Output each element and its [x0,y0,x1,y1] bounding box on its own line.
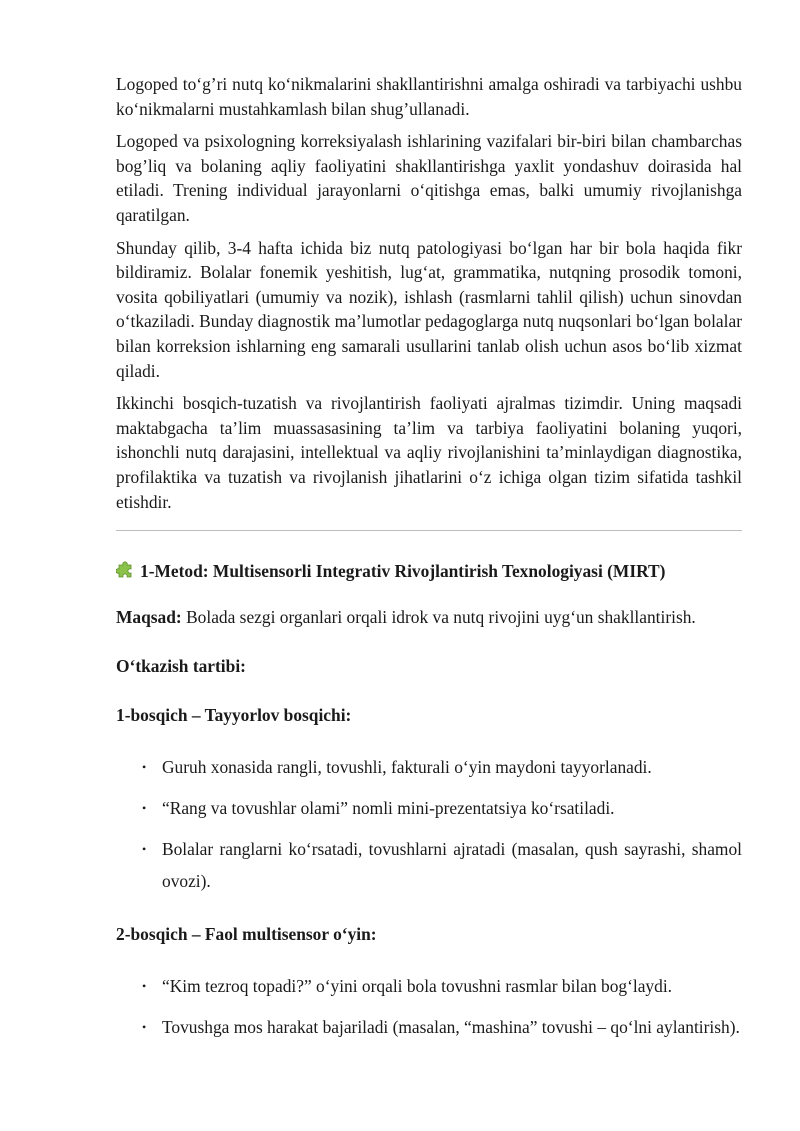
bullet-icon: • [142,842,147,857]
list-item [116,792,742,824]
list-item-text: Tovushga mos harakat bajariladi (masalan, “mashina” tovushi – qo‘lni aylantirish). [162,1017,740,1038]
stage-2-title: 2-bosqich – Faol multisensor o‘yin: [116,924,377,945]
goal-text: Bolada sezgi organlari orqali idrok va nutq rivojini uyg‘un shakllantirish. [181,607,696,628]
goal-label: Maqsad: [116,607,182,628]
stage-2-list [116,970,742,1043]
list-item-text: “Rang va tovushlar olami” nomli mini-prezentatsiya ko‘rsatiladi. [162,798,615,819]
method-heading [116,559,742,583]
list-item-text: Guruh xonasida rangli, tovushli, fakturali o‘yin maydoni tayyorlanadi. [162,757,652,778]
horizontal-divider [116,530,742,531]
bullet-icon: • [142,801,147,816]
bullet-icon: • [142,1020,147,1035]
list-item [116,1011,742,1043]
stage-1-list [116,751,742,897]
procedure-label: O‘tkazish tartibi: [116,656,246,677]
paragraph-3: Shunday qilib, 3-4 hafta ichida biz nutq patologiyasi bo‘lgan har bir bola haqida fikr bildiramiz. Bolalar fonemik yeshitish, lug‘at, grammatika, nutqning prosodik tomoni, vosita qobiliyatlari (umumiy va nozik), ishlash (rasmlarni tahlil qilish) uchun sinovdan o‘tkaziladi. Bunday diagnostik ma’lumotlar pedagoglarga nutq nuqsonlari bo‘lgan bolalar bilan korreksion ishlarning eng samarali usullarini tanlab olish uchun asos bo‘lib xizmat qiladi. [116,237,742,381]
list-item-text: “Kim tezroq topadi?” o‘yini orqali bola tovushni rasmlar bilan bog‘laydi. [162,976,672,997]
list-item [116,751,742,783]
puzzle-piece-icon [116,559,136,579]
paragraph-4: Ikkinchi bosqich-tuzatish va rivojlantirish faoliyati ajralmas tizimdir. Uning maqsadi maktabgacha ta’lim muassasasining ta’lim va tarbiya faoliyatini bolaning yuqori, ishonchli nutq darajasini, intellektual va aqliy rivojlanishini ta’minlaydigan diagnostika, profilaktika va tuzatish va rivojlanish jihatlarini o‘z ichiga olgan tizim sifatida tashkil etishdir. [116,393,742,512]
method-title: 1-Metod: Multisensorli Integrativ Rivojlantirish Texnologiyasi (MIRT) [140,561,666,582]
list-item-text: Bolalar ranglarni ko‘rsatadi, tovushlarni ajratadi (masalan, qush sayrashi, shamol ovozi). [162,839,742,892]
list-item [116,833,742,897]
list-item [116,970,742,1002]
bullet-icon: • [142,979,147,994]
paragraph-2: Logoped va psixologning korreksiyalash ishlarining vazifalari bir-biri bilan chambarchas bog’liq va bolaning aqliy faoliyatini shakllantirishga yaxlit yondashuv doirasida hal etiladi. Trening individual jarayonlarni o‘qitishga emas, balki umumiy rivojlanishga qaratilgan. [116,131,742,225]
goal-line [116,605,742,629]
bullet-icon: • [142,760,147,775]
document-page [116,72,742,1052]
paragraph-1: Logoped to‘g’ri nutq ko‘nikmalarini shakllantirishni amalga oshiradi va tarbiyachi ushbu ko‘nikmalarni mustahkamlash bilan shug’ullanadi. [116,74,742,119]
stage-1-title: 1-bosqich – Tayyorlov bosqichi: [116,705,352,726]
